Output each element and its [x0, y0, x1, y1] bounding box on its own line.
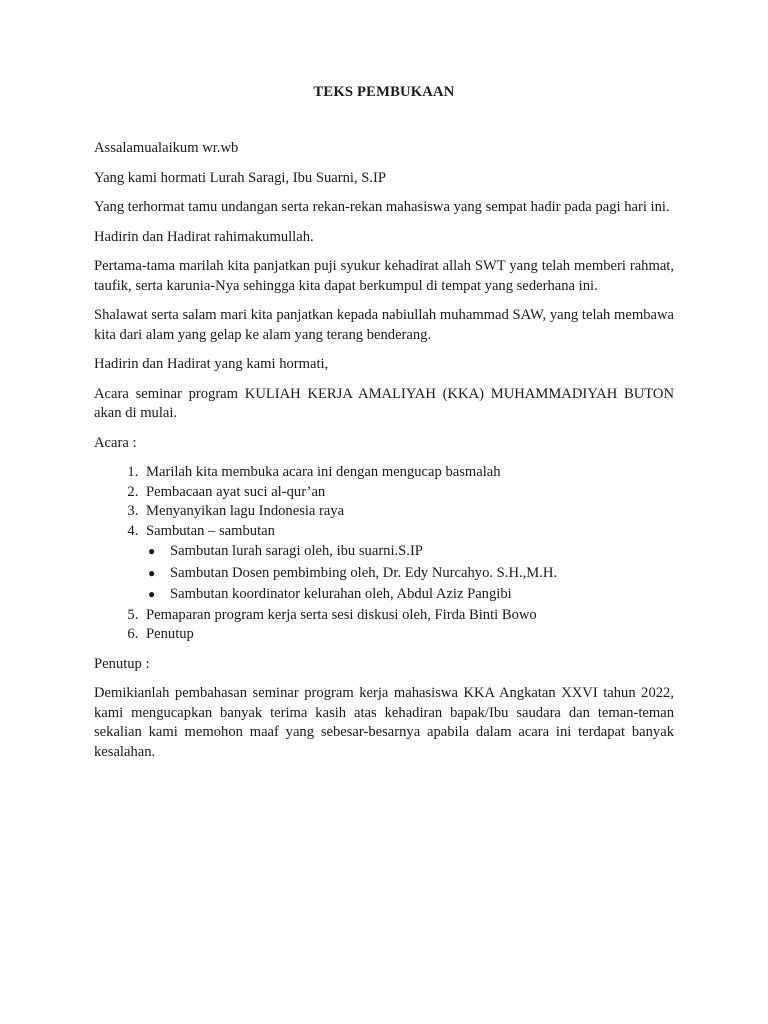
- bullet-icon: ●: [148, 565, 156, 580]
- sambutan-list: [146, 541, 674, 606]
- agenda-item: 6. Penutup: [142, 625, 674, 645]
- document-page: [94, 84, 674, 772]
- audience-address: Hadirin dan Hadirat rahimakumullah.: [94, 228, 314, 245]
- bullet-icon: ●: [148, 544, 156, 558]
- shalawat-paragraph: Shalawat serta salam mari kita panjatkan kepada nabiullah muhammad SAW, yang telah membawa kita dari alam yang gelap ke alam yang terang benderang.: [94, 307, 674, 343]
- closing-paragraph: Demikianlah pembahasan seminar program kerja mahasiswa KKA Angkatan XXVI tahun 2022, kami mengucapkan banyak terima kasih atas kehadiran bapak/Ibu saudara dan teman-teman sekalian kami memohon maaf yang sebesar-besarnya apabila dalam acara ini terdapat banyak kesalahan.: [94, 685, 674, 760]
- agenda-list: [94, 463, 674, 645]
- bullet-icon: ●: [148, 587, 156, 601]
- greeting: Assalamualaikum wr.wb: [94, 140, 239, 156]
- agenda-item: 1. Marilah kita membuka acara ini dengan mengucap basmalah: [142, 463, 674, 483]
- document-title: TEKS PEMBUKAAN: [313, 84, 455, 100]
- agenda-item: 3. Menyanyikan lagu Indonesia raya: [142, 502, 674, 522]
- honored-officials: Yang kami hormati Lurah Saragi, Ibu Suarni, S.IP: [94, 169, 386, 186]
- sambutan-item: ● Sambutan Dosen pembimbing oleh, Dr. Edy Nurcahyo. S.H.,M.H.: [146, 563, 674, 585]
- honored-guests: Yang terhormat tamu undangan serta rekan-rekan mahasiswa yang sempat hadir pada pagi hari ini.: [94, 199, 670, 215]
- agenda-item: 2. Pembacaan ayat suci al-qur’an: [142, 483, 674, 503]
- audience-address-2: Hadirin dan Hadirat yang kami hormati,: [94, 356, 329, 372]
- sambutan-item: ● Sambutan lurah saragi oleh, ibu suarni.S.IP: [146, 541, 674, 563]
- gratitude-paragraph: Pertama-tama marilah kita panjatkan puji syukur kehadirat allah SWT yang telah memberi rahmat, taufik, serta karunia-Nya sehingga kita dapat berkumpul di tempat yang sederhana ini.: [94, 258, 674, 294]
- event-announcement: Acara seminar program KULIAH KERJA AMALIYAH (KKA) MUHAMMADIYAH BUTON akan di mulai.: [94, 385, 674, 421]
- agenda-label: Acara :: [94, 434, 137, 451]
- agenda-item: 4. Sambutan – sambutan ● Sambutan lurah saragi oleh, ibu suarni.S.IP ● Sambutan Dosen pembimbing oleh, Dr. Edy Nurcahyo. S.H.,M.H. ● Sambutan koordinator kelurahan oleh, Abdul Aziz Pangibi: [142, 522, 674, 606]
- agenda-item: 5. Pemaparan program kerja serta sesi diskusi oleh, Firda Binti Bowo: [142, 606, 674, 626]
- closing-label: Penutup :: [94, 655, 150, 672]
- sambutan-item: ● Sambutan koordinator kelurahan oleh, Abdul Aziz Pangibi: [146, 584, 674, 606]
